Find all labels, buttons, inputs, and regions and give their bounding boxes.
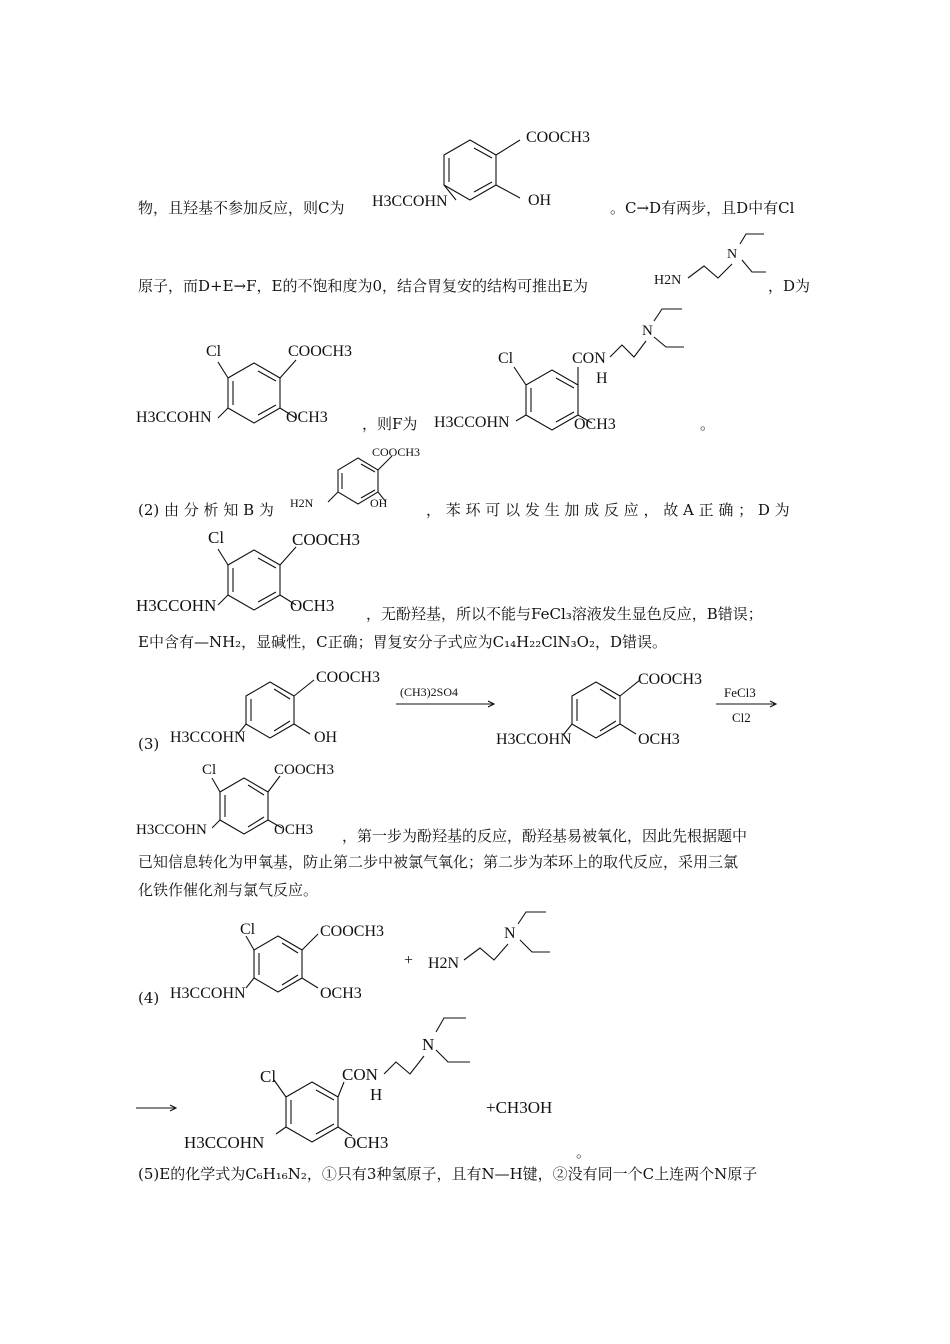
text-label-4: (4) <box>138 989 160 1007</box>
text-line-2b: ，D为 <box>768 277 811 295</box>
f2-h3ccohn: H3CCOHN <box>184 1133 265 1152</box>
d4-cl: Cl <box>240 921 256 938</box>
d1-och3: OCH3 <box>286 409 328 426</box>
d4-och3: OCH3 <box>320 985 362 1002</box>
r3c-h3ccohn: H3CCOHN <box>170 729 246 746</box>
f1-con: CON <box>572 350 606 367</box>
d4-cooch3: COOCH3 <box>320 923 385 940</box>
f2-cl: Cl <box>260 1067 277 1086</box>
structure-b <box>288 440 438 515</box>
r3c-cooch3: COOCH3 <box>316 669 381 686</box>
text-line-5a: ，无酚羟基，所以不能与FeCl₃溶液发生显色反应，B错误； <box>366 605 763 623</box>
reagent-2a: FeCl3 <box>724 685 756 700</box>
plus-sign: + <box>404 952 414 969</box>
f1-h: H <box>596 370 608 387</box>
structure-e <box>654 228 774 298</box>
b-oh: OH <box>370 496 388 510</box>
text-line-3b: 。 <box>700 415 716 433</box>
reagent-1: (CH3)2SO4 <box>400 685 459 699</box>
structure-c-3 <box>170 662 400 752</box>
d3-cl: Cl <box>202 762 217 778</box>
methanol-product: +CH3OH <box>486 1098 553 1117</box>
text-line-3a: ，则F为 <box>362 415 418 433</box>
r3c-oh: OH <box>314 729 338 746</box>
d2-cl: Cl <box>208 528 225 547</box>
text-line-13: (5)E的化学式为C₆H₁₆N₂，①只有3种氢原子，且有N—H键，②没有同一个C上连两个N原子 <box>138 1165 758 1183</box>
d1-h3ccohn: H3CCOHN <box>136 409 212 426</box>
e-h2n: H2N <box>654 273 682 288</box>
d2-och3: OCH3 <box>290 596 335 615</box>
f1-n: N <box>642 323 653 339</box>
d1-cooch3: COOCH3 <box>288 343 353 360</box>
structure-d-1 <box>136 338 376 438</box>
e-n: N <box>727 247 738 262</box>
f2-och3: OCH3 <box>344 1133 389 1152</box>
text-line-2a: 原子，而D+E→F，E的不饱和度为0，结合胃复安的结构可推出E为 <box>138 277 588 295</box>
arrow-reagent-1 <box>394 682 504 712</box>
structure-c <box>370 120 610 215</box>
d2-cooch3: COOCH3 <box>292 530 361 549</box>
reagent-2b: Cl2 <box>732 710 751 725</box>
r3m-och3: OCH3 <box>638 731 680 748</box>
arrow-reagent-2 <box>714 684 784 734</box>
c-oh: OH <box>528 192 552 209</box>
text-line-12: 。 <box>576 1143 592 1161</box>
e2-h2n: H2N <box>428 955 460 972</box>
r3m-cooch3: COOCH3 <box>638 671 703 688</box>
structure-f-1 <box>432 305 702 435</box>
text-line-1a: 物，且羟基不参加反应，则C为 <box>138 199 345 217</box>
reaction-arrow-4 <box>134 1098 184 1118</box>
structure-methylated <box>496 662 726 752</box>
f2-h: H <box>370 1085 383 1104</box>
text-line-8a: ，第一步为酚羟基的反应，酚羟基易被氧化，因此先根据题中 <box>342 827 748 845</box>
f1-cl: Cl <box>498 350 514 367</box>
f2-con: CON <box>342 1065 378 1084</box>
structure-f-2 <box>184 1012 484 1157</box>
e2-n: N <box>504 925 516 942</box>
b-h2n: H2N <box>290 496 314 510</box>
d3-h3ccohn: H3CCOHN <box>136 822 207 838</box>
d4-h3ccohn: H3CCOHN <box>170 985 246 1002</box>
r3m-h3ccohn: H3CCOHN <box>496 731 572 748</box>
text-line-1b: 。C→D有两步，且D中有Cl <box>610 199 795 217</box>
text-line-4a: (2) 由 分 析 知 B 为 <box>138 501 274 519</box>
text-line-10: 化铁作催化剂与氯气反应。 <box>138 881 319 899</box>
f1-och3: OCH3 <box>574 416 616 433</box>
b-cooch3: COOCH3 <box>372 445 421 459</box>
c-h3ccohn: H3CCOHN <box>372 193 448 210</box>
text-label-3: (3) <box>138 735 160 753</box>
f1-h3ccohn: H3CCOHN <box>434 414 510 431</box>
structure-e-2 <box>428 906 558 976</box>
d3-och3: OCH3 <box>274 822 314 838</box>
text-line-4b: ， 苯 环 可 以 发 生 加 成 反 应 ， 故 A 正 确 ； D 为 <box>426 501 790 519</box>
f2-n: N <box>422 1035 435 1054</box>
structure-d-4 <box>170 912 410 1012</box>
text-line-9: 已知信息转化为甲氧基，防止第二步中被氯气氧化；第二步为苯环上的取代反应，采用三氯 <box>138 853 739 871</box>
d1-cl: Cl <box>206 343 222 360</box>
text-line-6: E中含有—NH₂，显碱性，C正确；胃复安分子式应为C₁₄H₂₂ClN₃O₂，D错误。 <box>138 633 668 651</box>
structure-d-2 <box>136 525 376 625</box>
structure-d-3 <box>136 756 356 846</box>
c-cooch3: COOCH3 <box>526 129 591 146</box>
d2-h3ccohn: H3CCOHN <box>136 596 217 615</box>
d3-cooch3: COOCH3 <box>274 762 335 778</box>
